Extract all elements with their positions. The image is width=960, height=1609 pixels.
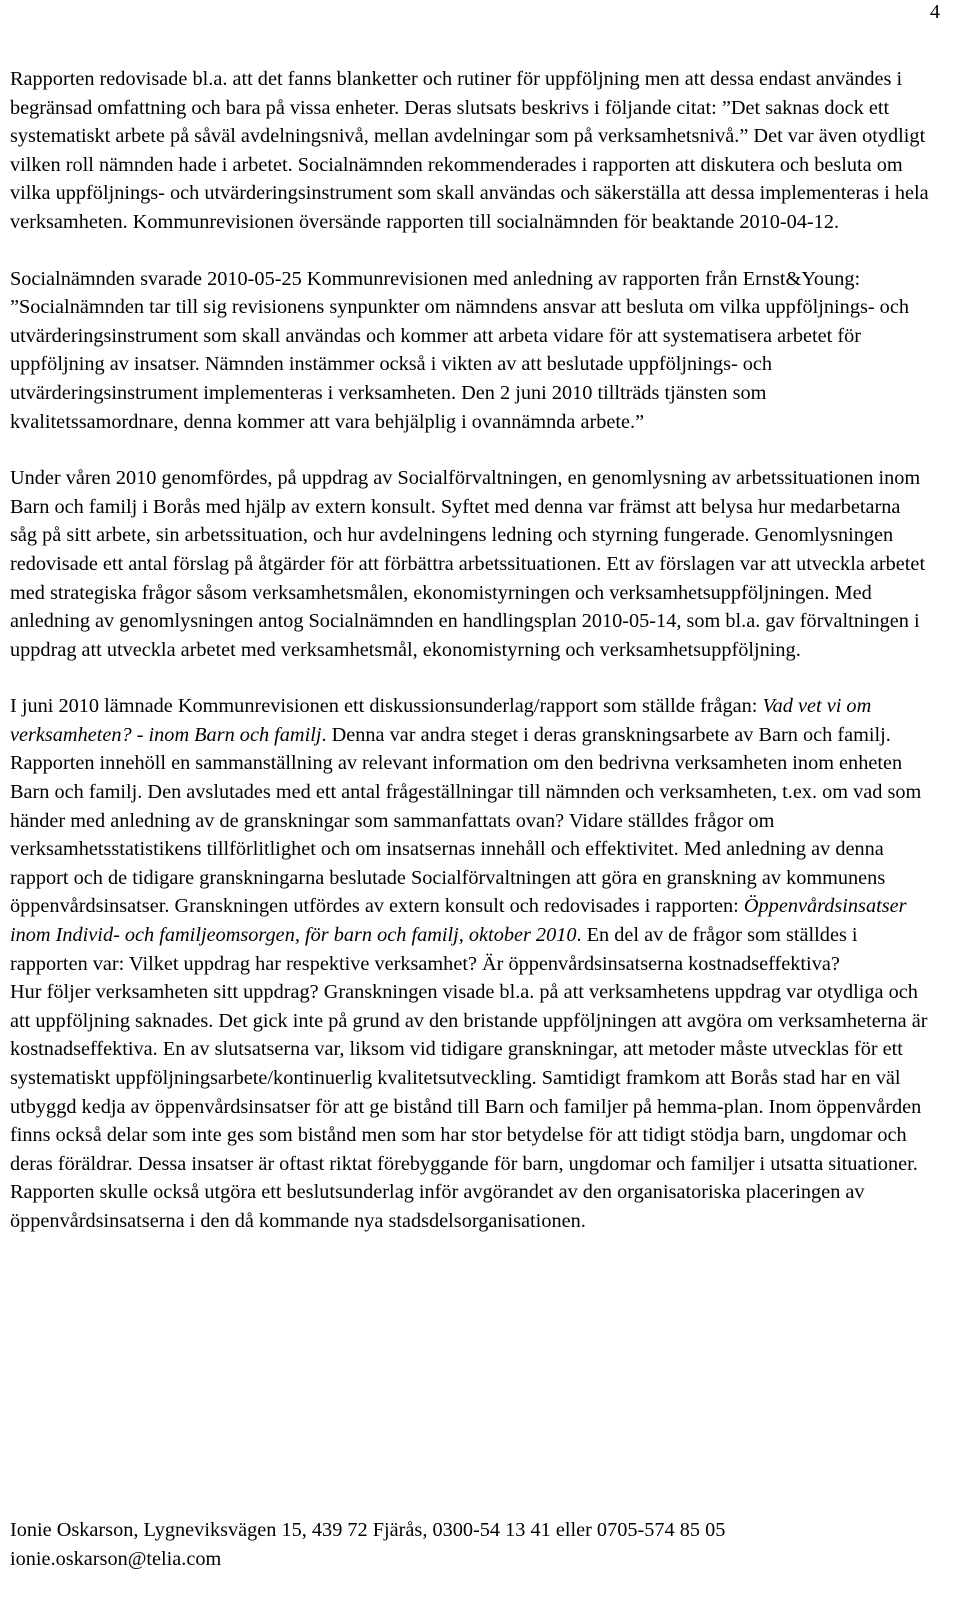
- paragraph-text: I juni 2010 lämnade Kommunrevisionen ett diskussionsunderlag/rapport som ställde frågan:: [10, 695, 763, 718]
- report-title-italic: Vad vet vi om verksamheten? - inom Barn och familj: [10, 695, 872, 746]
- document-body: [10, 65, 930, 1236]
- footer-contact: [10, 1516, 950, 1573]
- paragraph-text: Rapporten redovisade bl.a. att det fanns blanketter och rutiner för uppföljning men att dessa endast användes i begränsad omfattning och bara på vissa enheter. Deras slutsats beskrivs i följande citat: ”Det saknas dock ett systematiskt arbete på såväl avdelningsnivå, mellan avdelningar som på verksamhetsnivå.” Det var även otydligt vilken roll nämnden hade i arbetet. Socialnämnden rekommenderades i rapporten att diskutera och besluta om vilka uppföljnings- och utvärderingsinstrument som skall användas och säkerställa att dessa implementeras i hela verksamheten. Kommunrevisionen översände rapporten till socialnämnden för beaktande 2010-04-12.: [10, 68, 929, 233]
- paragraph-text: Hur följer verksamheten sitt uppdrag? Granskningen visade bl.a. på att verksamhetens uppdrag var otydliga och att uppföljning saknades. Det gick inte på grund av den bristande uppföljningen att avgöra om verksamheterna är kostnadseffektiva. En av slutsatserna var, liksom vid tidigare granskningar, att metoder måste utvecklas för ett systematiskt uppföljningsarbete/kontinuerlig kvalitetsutveckling. Samtidigt framkom att Borås stad har en väl utbyggd kedja av öppenvårdsinsatser för att ge bistånd till Barn och familjer på hemma-plan. Inom öppenvården finns också delar som inte ges som bistånd men som har stor betydelse för att tidigt stödja barn, ungdomar och deras föräldrar. Dessa insatser är oftast riktat förebyggande för barn, ungdomar och familjer i utsatta situationer. Rapporten skulle också utgöra ett beslutsunderlag inför avgörandet av den organisatoriska placeringen av öppenvårdsinsatserna i den då kommande nya stadsdelsorganisationen.: [10, 981, 928, 1232]
- footer-address-line: Ionie Oskarson, Lygneviksvägen 15, 439 72 Fjärås, 0300-54 13 41 eller 0705-574 85 05: [10, 1519, 726, 1541]
- footer-email: ionie.oskarson@telia.com: [10, 1547, 222, 1570]
- paragraph-spring-review: [10, 464, 930, 664]
- paragraph-report-findings: [10, 65, 930, 237]
- paragraph-june-report: [10, 692, 930, 978]
- paragraph-text: . En del av de frågor som ställdes i rapporten var: Vilket uppdrag har respektive verksamhet? Är öppenvårdsinsatserna kostnadseffektiva?: [10, 924, 858, 975]
- paragraph-text: . Denna var andra steget i deras granskningsarbete av Barn och familj. Rapporten innehöll en sammanställning av relevant information om den bedrivna verksamheten inom enheten Barn och familj. Den avslutades med ett antal frågeställningar till nämnden och verksamheten, t.ex. om vad som händer med anledning av de granskningar som sammanfattats ovan? Vidare ställdes frågor om verksamhetsstatistikens tillförlitlighet och om insatsernas innehåll och effektivitet. Med anledning av denna rapport och de tidigare granskningarna beslutade Socialförvaltningen att göra en granskning av kommunens öppenvårdsinsatser. Granskningen utfördes av extern konsult och redovisades i rapporten:: [10, 723, 922, 918]
- paragraph-social-board-response: [10, 265, 930, 437]
- paragraph-text: Socialnämnden svarade 2010-05-25 Kommunrevisionen med anledning av rapporten från Ernst&Young: ”Socialnämnden tar till sig revisionens synpunkter om nämndens ansvar att besluta om vilka uppföljnings- och utvärderingsinstrument som skall användas och kommer att arbeta vidare för att systematisera arbetet för uppföljning av insatser. Nämnden instämmer också i vikten av att beslutade uppföljnings- och utvärderingsinstrument implementeras i verksamheten. Den 2 juni 2010 tillträds tjänsten som kvalitetssamordnare, denna kommer att vara behjälplig i ovannämnda arbete.”: [10, 267, 909, 433]
- page-number: 4: [930, 1, 940, 23]
- report-title-italic: Öppenvårdsinsatser inom Individ- och familjeomsorgen, för barn och familj, oktober 2010: [10, 895, 907, 947]
- paragraph-review-results: [10, 978, 930, 1235]
- paragraph-text: Under våren 2010 genomfördes, på uppdrag av Socialförvaltningen, en genomlysning av arbetssituationen inom Barn och familj i Borås med hjälp av extern konsult. Syftet med denna var främst att belysa hur medarbetarna såg på sitt arbete, sin arbetssituation, och hur avdelningens ledning och styrning fungerade. Genomlysningen redovisade ett antal förslag på åtgärder för att förbättra arbetssituationen. Ett av förslagen var att utveckla arbetet med strategiska frågor såsom verksamhetsmålen, ekonomistyrningen och verksamhetsuppföljningen. Med anledning av genomlysningen antog Socialnämnden en handlingsplan 2010-05-14, som bl.a. gav förvaltningen i uppdrag att utveckla arbetet med verksamhetsmål, ekonomistyrning och verksamhetsuppföljning.: [10, 467, 926, 661]
